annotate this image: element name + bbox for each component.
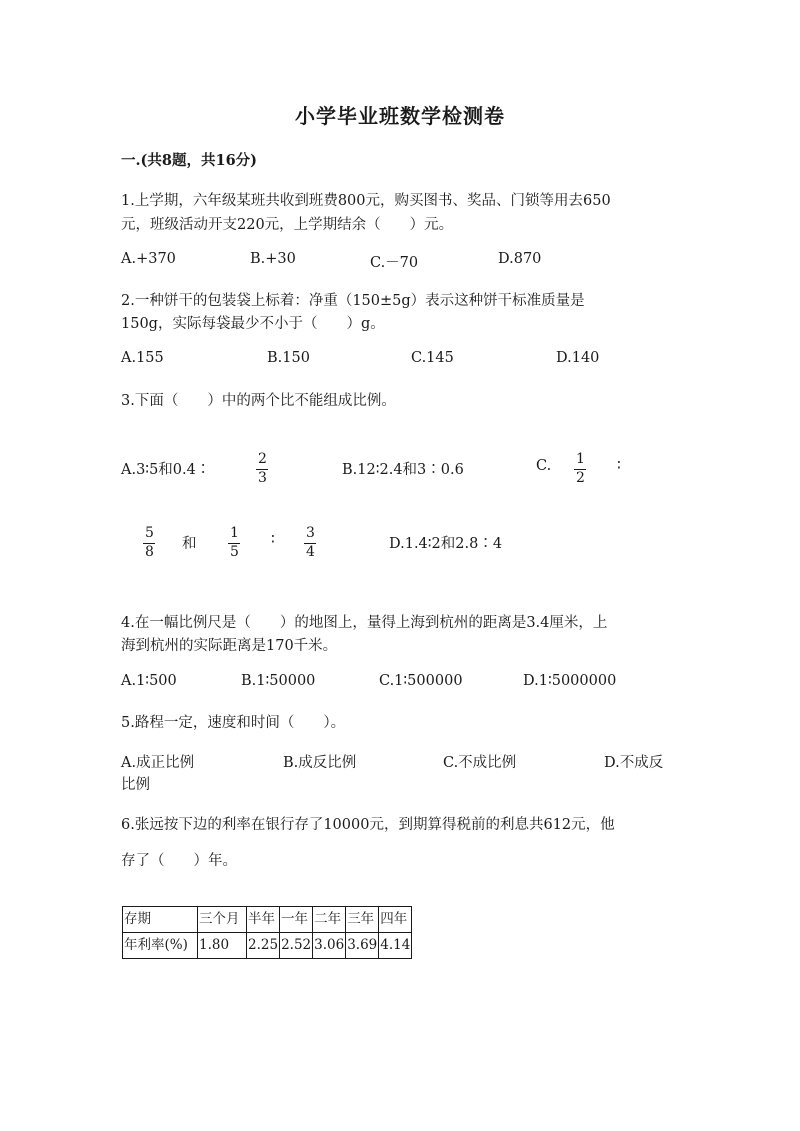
question-4-option-c: C.1∶500000: [379, 673, 463, 689]
question-3-line-1: 3.下面（ ）中的两个比不能组成比例。: [121, 393, 396, 409]
fraction-three-quarters: [304, 526, 317, 560]
question-2-line-2: 150g，实际每袋最少不小于（ ）g。: [121, 316, 385, 332]
question-4-option-d: D.1∶5000000: [523, 673, 617, 689]
table-cell: 四年: [379, 907, 412, 933]
table-cell: 1.80: [198, 933, 247, 959]
fraction-two-thirds: [256, 452, 269, 486]
question-3-option-d: D.1.4∶2和2.8∶4: [389, 536, 503, 552]
ratio-colon: ∶: [271, 532, 275, 548]
question-2-line-1: 2.一种饼干的包装袋上标着：净重（150±5g）表示这种饼干标准质量是: [121, 293, 585, 309]
table-row: [123, 933, 412, 959]
question-6-line-1: 6.张远按下边的利率在银行存了10000元，到期算得税前的利息共612元，他: [121, 817, 615, 833]
table-cell: 3.06: [313, 933, 346, 959]
question-1-option-b: B.+30: [250, 251, 296, 267]
question-4-option-b: B.1∶50000: [241, 673, 316, 689]
question-5-option-a: A.成正比例: [121, 755, 195, 771]
question-3-option-c: C.: [536, 458, 552, 474]
question-1-line-1: 1.上学期，六年级某班共收到班费800元，购买图书、奖品、门锁等用去650: [121, 193, 611, 209]
question-2-option-c: C.145: [411, 350, 454, 366]
fraction-numerator: 1: [230, 525, 239, 541]
table-cell: 一年: [280, 907, 313, 933]
question-3-option-a: A.3∶5和0.4∶: [121, 462, 211, 478]
question-6-line-2: 存了（ ）年。: [121, 853, 237, 869]
fraction-one-half: [574, 452, 587, 486]
interest-rate-table: [122, 906, 412, 959]
fraction-denominator: 2: [576, 470, 585, 486]
table-cell: 2.25: [247, 933, 280, 959]
question-4-line-2: 海到杭州的实际距离是170千米。: [121, 638, 338, 654]
question-5-option-c: C.不成比例: [443, 755, 517, 771]
question-1-option-d: D.870: [498, 251, 542, 267]
table-cell: 存期: [123, 907, 198, 933]
question-5-line-1: 5.路程一定，速度和时间（ ）。: [121, 715, 346, 731]
table-cell: 2.52: [280, 933, 313, 959]
question-2-option-d: D.140: [556, 350, 600, 366]
question-2-option-b: B.150: [267, 350, 310, 366]
table-cell: 4.14: [379, 933, 412, 959]
table-cell: 三年: [346, 907, 379, 933]
question-4-option-a: A.1∶500: [121, 673, 177, 689]
fraction-five-eighths: [143, 526, 156, 560]
table-cell: 三个月: [198, 907, 247, 933]
fraction-denominator: 4: [306, 544, 315, 560]
table-cell: 二年: [313, 907, 346, 933]
question-1-line-2: 元，班级活动开支220元，上学期结余（ ）元。: [121, 217, 454, 233]
page-title: 小学毕业班数学检测卷: [295, 104, 505, 128]
ratio-colon: ∶: [617, 458, 621, 474]
question-5-option-d-wrap: 比例: [121, 777, 150, 793]
question-5-option-d: D.不成反: [604, 755, 664, 771]
question-2-option-a: A.155: [121, 350, 164, 366]
fraction-denominator: 5: [230, 544, 239, 560]
question-1-option-a: A.+370: [121, 251, 176, 267]
question-4-line-1: 4.在一幅比例尺是（ ）的地图上，量得上海到杭州的距离是3.4厘米，上: [121, 615, 608, 631]
section-heading: 一.(共8题，共16分): [121, 152, 258, 169]
table-cell: 3.69: [346, 933, 379, 959]
question-1-option-c: C.－70: [370, 255, 419, 271]
question-5-option-b: B.成反比例: [283, 755, 357, 771]
table-cell: 年利率(%): [123, 933, 198, 959]
question-3-option-b: B.12∶2.4和3∶0.6: [342, 462, 464, 478]
fraction-one-fifth: [228, 526, 241, 560]
fraction-numerator: 5: [145, 525, 154, 541]
fraction-denominator: 8: [145, 544, 154, 560]
table-cell: 半年: [247, 907, 280, 933]
table-header-row: [123, 907, 412, 933]
fraction-numerator: 1: [576, 451, 585, 467]
fraction-denominator: 3: [258, 470, 267, 486]
and-word: 和: [182, 536, 197, 552]
fraction-numerator: 2: [258, 451, 267, 467]
fraction-numerator: 3: [306, 525, 315, 541]
